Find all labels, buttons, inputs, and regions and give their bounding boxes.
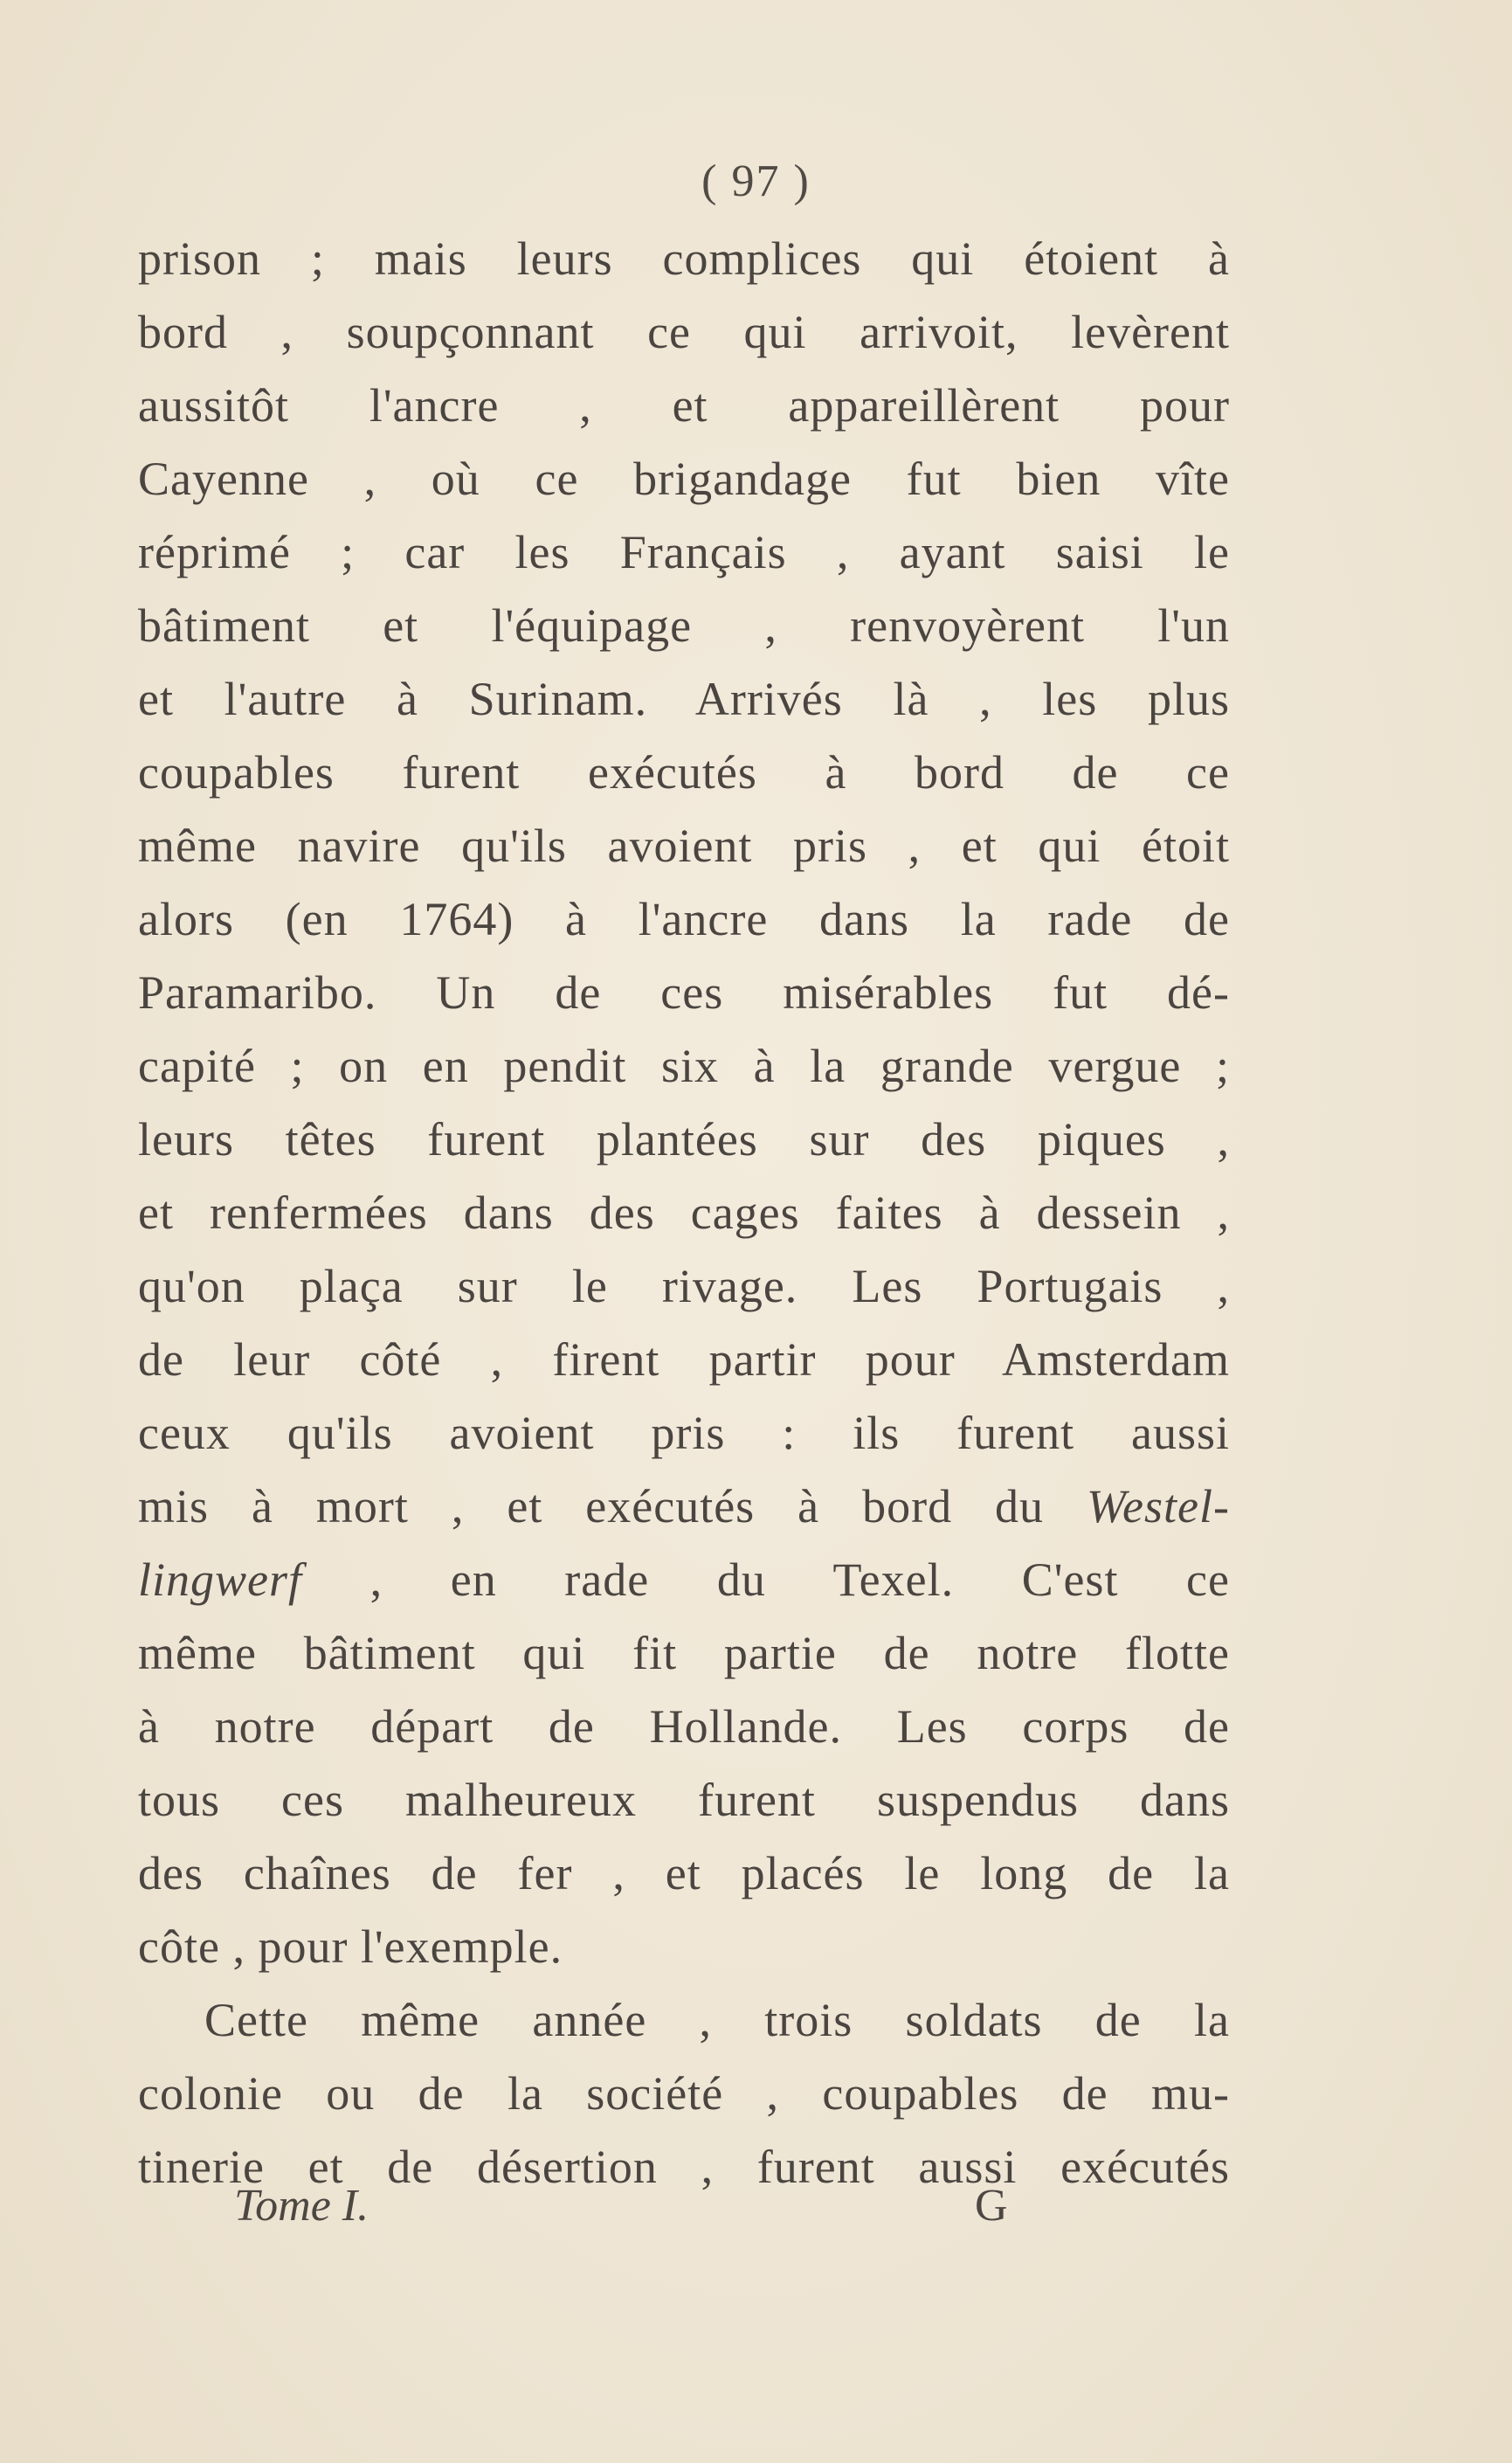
- text-line: des chaînes de fer , et placés le long de la: [138, 1847, 1230, 1899]
- text-line: Paramaribo. Un de ces misérables fut dé-: [138, 966, 1230, 1019]
- text-line: ceux qu'ils avoient pris : ils furent aussi: [138, 1407, 1230, 1459]
- text-line: coupables furent exécutés à bord de ce: [138, 746, 1230, 799]
- text-line: capité ; on en pendit six à la grande vergue ;: [138, 1040, 1230, 1092]
- ship-name-part: Westel-: [1087, 1480, 1230, 1532]
- text-line: prison ; mais leurs complices qui étoient à: [138, 232, 1230, 285]
- signature-mark: G: [975, 2181, 1008, 2231]
- text-line: tinerie et de désertion , furent aussi exécutés: [138, 2141, 1230, 2193]
- text-line: de leur côté , firent partir pour Amsterdam: [138, 1333, 1230, 1386]
- text-line: côte , pour l'exemple.: [138, 1920, 563, 1973]
- text-line-part: , en rade du Texel. C'est ce: [302, 1553, 1230, 1606]
- text-line: à notre départ de Hollande. Les corps de: [138, 1700, 1230, 1753]
- text-line: bâtiment et l'équipage , renvoyèrent l'un: [138, 599, 1230, 652]
- text-line: colonie ou de la société , coupables de mu-: [138, 2067, 1230, 2120]
- volume-label: Tome I.: [234, 2181, 369, 2231]
- text-line-part: mis à mort , et exécutés à bord du: [138, 1480, 1087, 1532]
- text-line: [138, 1470, 1230, 1543]
- text-line: même navire qu'ils avoient pris , et qui étoit: [138, 820, 1230, 872]
- text-line: leurs têtes furent plantées sur des piques ,: [138, 1113, 1230, 1166]
- ship-name-part: lingwerf: [138, 1553, 303, 1606]
- text-line: Cette même année , trois soldats de la: [204, 1994, 1230, 2046]
- text-line: et renfermées dans des cages faites à dessein ,: [138, 1187, 1230, 1239]
- page-number: ( 97 ): [701, 156, 811, 206]
- text-line: [138, 1543, 1230, 1616]
- text-line: Cayenne , où ce brigandage fut bien vîte: [138, 453, 1230, 505]
- text-line: aussitôt l'ancre , et appareillèrent pour: [138, 379, 1230, 432]
- text-line: bord , soupçonnant ce qui arrivoit, levèrent: [138, 306, 1230, 358]
- text-line: réprimé ; car les Français , ayant saisi le: [138, 526, 1230, 578]
- page-footer: [234, 2176, 1020, 2237]
- text-line: tous ces malheureux furent suspendus dans: [138, 1774, 1230, 1826]
- text-line: et l'autre à Surinam. Arrivés là , les plus: [138, 673, 1230, 725]
- text-line: qu'on plaça sur le rivage. Les Portugais ,: [138, 1260, 1230, 1312]
- body-text: [138, 222, 1230, 2204]
- text-line: même bâtiment qui fit partie de notre flotte: [138, 1627, 1230, 1679]
- text-line: alors (en 1764) à l'ancre dans la rade de: [138, 893, 1230, 945]
